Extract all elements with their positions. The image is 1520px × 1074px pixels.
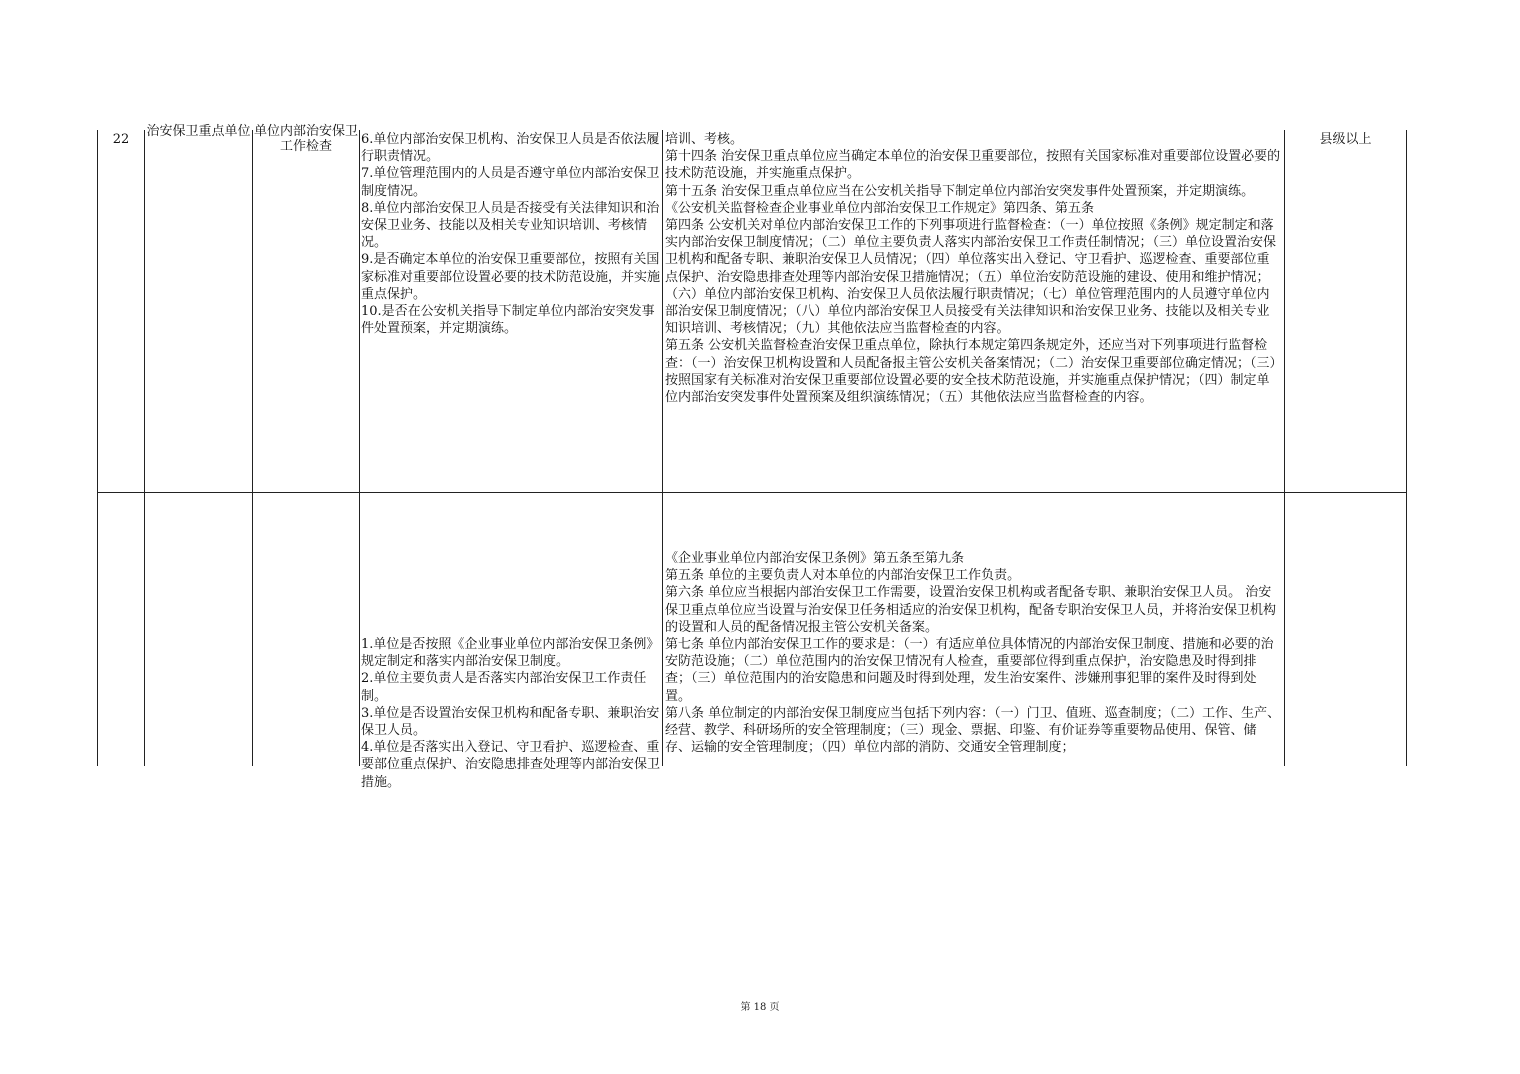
content-line: 7.单位管理范围内的人员是否遵守单位内部治安保卫制度情况。 [361,166,660,199]
content-line: 9.是否确定本单位的治安保卫重要部位，按照有关国家标准对重要部位设置必要的技术防范设施，并实施重点保护。 [361,252,661,302]
table-border-left [97,130,98,766]
content-line: 2.单位主要负责人是否落实内部治安保卫工作责任制。 [361,671,647,704]
row-divider [97,492,1407,493]
legal-basis [665,550,1282,766]
content-line: 8.单位内部治安保卫人员是否接受有关法律知识和治安保卫业务、技能以及相关专业知识培训、考核情况。 [361,200,660,251]
basis-line: 培训、考核。 [665,132,744,147]
content-line: 10.是否在公安机关指导下制定单位内部治安突发事件处置预案，并定期演练。 [361,304,655,337]
check-content [361,131,660,489]
inspection-table [97,124,1407,790]
legal-basis [665,131,1282,489]
content-line: 3.单位是否设置治安保卫机构和配备专职、兼职治安保卫人员。 [361,705,660,739]
table-border-right [1406,130,1407,766]
row-number: 22 [112,132,130,147]
page-number: 第 18 页 [740,1002,780,1013]
content-line: 4.单位是否落实出入登记、守卫看护、巡逻检查、重要部位重点保护、治安隐患排查处理等内部治安保卫措施。 [361,740,661,790]
basis-line: 第六条 单位应当根据内部治安保卫工作需要，设置治安保卫机构或者配备专职、兼职治安保卫人员。 治安保卫重点单位应当设置与治安保卫任务相适应的治安保卫机构，配备专职治安保卫人员，并将治安保卫机构的设置和人员的配备情况报主管公安机关备案。 [665,585,1277,635]
basis-line: 第七条 单位内部治安保卫工作的要求是：（一）有适应单位具体情况的内部治安保卫制度、措施和必要的治安防范设施；（二）单位范围内的治安保卫情况有人检查，重要部位得到重点保护，治安隐患及时得到排查；（三）单位范围内的治安隐患和问题及时得到处理，发生治安案件、涉嫌刑事犯罪的案件及时得到处置。 [665,637,1274,704]
column-divider [1284,130,1285,766]
enforcement-level: 县级以上 [1319,132,1372,147]
content-line: 1.单位是否按照《企业事业单位内部治安保卫条例》规定制定和落实内部治安保卫制度。 [361,637,660,670]
basis-line: 第五条 单位的主要负责人对本单位的内部治安保卫工作负责。 [665,568,1021,584]
check-content [361,636,661,790]
check-item: 单位内部治安保卫工作检查 [254,124,359,154]
basis-line: 第五条 公安机关监督检查治安保卫重点单位，除执行本规定第四条规定外，还应当对下列事项进行监督检查：（一）治安保卫机构设置和人员配备报主管公安机关备案情况；（二）治安保卫重要部位确定情况；（三）按照国家有关标准对治安保卫重要部位设置必要的安全技术防范设施，并实施重点保护情况；（四）制定单位内部治安突发事件处置预案及组织演练情况；（五）其他依法应当监督检查的内容。 [665,338,1277,406]
basis-line: 第八条 单位制定的内部治安保卫制度应当包括下列内容：（一）门卫、值班、巡查制度；（二）工作、生产、经营、教学、科研场所的安全管理制度；（三）现金、票据、印鉴、有价证券等重要物品使用、保管、储存、运输的安全管理制度；（四）单位内部的消防、交通安全管理制度； [665,705,1281,756]
basis-line: 《公安机关监督检查企业事业单位内部治安保卫工作规定》第四条、第五条 [665,200,1095,216]
basis-line: 第四条 公安机关对单位内部治安保卫工作的下列事项进行监督检查：（一）单位按照《条例》规定制定和落实内部治安保卫制度情况；（二）单位主要负责人落实内部治安保卫工作责任制情况；（三）单位设置治安保卫机构和配备专职、兼职治安保卫人员情况；（四）单位落实出入登记、守卫看护、巡逻检查、重要部位重点保护、治安隐患排查处理等内部治安保卫措施情况；（五）单位治安防范设施的建设、使用和维护情况；（六）单位内部治安保卫机构、治安保卫人员依法履行职责情况；（七）单位管理范围内的人员遵守单位内部治安保卫制度情况；（八）单位内部治安保卫人员接受有关法律知识和治安保卫业务、技能以及相关专业知识培训、考核情况；（九）其他依法应当监督检查的内容。 [665,218,1277,337]
unit-category: 治安保卫重点单位 [146,124,251,139]
basis-line: 第十五条 治安保卫重点单位应当在公安机关指导下制定单位内部治安突发事件处置预案，并定期演练。 [665,183,1255,199]
column-divider [662,130,663,766]
basis-line: 第十四条 治安保卫重点单位应当确定本单位的治安保卫重要部位，按照有关国家标准对重要部位设置必要的技术防范设施，并实施重点保护。 [665,149,1281,182]
column-divider [252,130,253,766]
basis-line: 《企业事业单位内部治安保卫条例》第五条至第九条 [665,551,965,566]
column-divider [359,130,360,766]
column-divider [144,130,145,766]
content-line: 6.单位内部治安保卫机构、治安保卫人员是否依法履行职责情况。 [361,132,660,165]
